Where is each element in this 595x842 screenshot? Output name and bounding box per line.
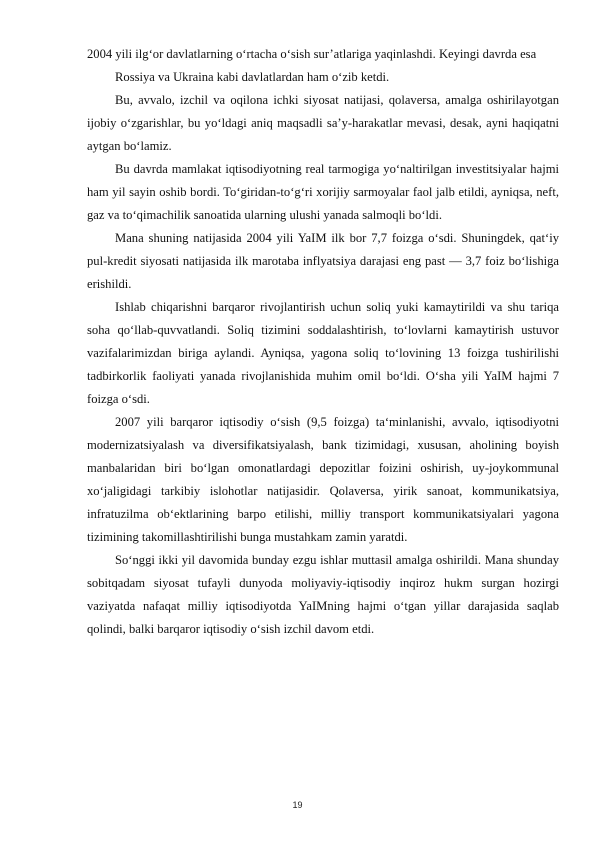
paragraph: Bu, avvalo, izchil va oqilona ichki siyosat natijasi, qolaversa, amalga oshirilayotgan ijobiy o‘zgarishlar, bu yo‘ldagi aniq maqsadli sa’y-harakatlar mevasi, desak, ayni haqiqatni aytgan bo‘lamiz. bbox=[87, 93, 559, 153]
paragraph-continuation: 2004 yili ilg‘or davlatlarning o‘rtacha o‘sish sur’atlariga yaqinlashdi. Keyingi davrda esa bbox=[87, 47, 537, 61]
paragraph: Bu davrda mamlakat iqtisodiyotning real tarmogiga yo‘naltirilgan investitsiyalar hajmi ham yil sayin oshib bordi. To‘giridan-to‘g‘ri xorijiy sarmoyalar faol jalb etildi, ayniqsa, neft, gaz va to‘qimachilik sanoatida ularning ulushi yanada salmoqli bo‘ldi. bbox=[87, 162, 559, 222]
body-text bbox=[87, 43, 559, 641]
page-number: 19 bbox=[292, 800, 303, 810]
paragraph: Mana shuning natijasida 2004 yili YaIM ilk bor 7,7 foizga o‘sdi. Shuningdek, qat‘iy pul-kredit siyosati natijasida ilk marotaba inflyatsiya darajasi eng past — 3,7 foiz bo‘lishiga erishildi. bbox=[87, 231, 559, 291]
paragraph: Ishlab chiqarishni barqaror rivojlantirish uchun soliq yuki kamaytirildi va shu tariqa soha qo‘llab-quvvatlandi. Soliq tizimini soddalashtirish, to‘lovlarni kamaytirish ustuvor vazifalarimizdan biriga aylandi. Ayniqsa, yagona soliq to‘lovining 13 foizga tushirilishi tadbirkorlik faoliyati yanada rivojlanishida muhim omil bo‘ldi. O‘sha yili YaIM hajmi 7 foizga o‘sdi. bbox=[87, 300, 559, 406]
paragraph: Rossiya va Ukraina kabi davlatlardan ham o‘zib ketdi. bbox=[115, 70, 390, 84]
paragraph: 2007 yili barqaror iqtisodiy o‘sish (9,5 foizga) ta‘minlanishi, avvalo, iqtisodiyotni modernizatsiyalash va diversifikatsiyalash, bank tizimidagi, xususan, aholining boyish manbalaridan biri bo‘lgan omonatlardagi depozitlar foizini oshirish, uy-joykommunal xo‘jaligidagi tarkibiy islohotlar natijasidir. Qolaversa, yirik sanoat, kommunikatsiya, infratuzilma ob‘ektlarining barpo etilishi, milliy transport kommunikatsiyalari yagona tizimining takomillashtirilishi bunga mustahkam zamin yaratdi. bbox=[87, 415, 559, 544]
paragraph: So‘nggi ikki yil davomida bunday ezgu ishlar muttasil amalga oshirildi. Mana shunday sobitqadam siyosat tufayli dunyoda moliyaviy-iqtisodiy inqiroz hukm surgan hozirgi vaziyatda nafaqat milliy iqtisodiyotda YaIMning hajmi o‘tgan yillar darajasida saqlab qolindi, balki barqaror iqtisodiy o‘sish izchil davom etdi. bbox=[87, 553, 559, 636]
